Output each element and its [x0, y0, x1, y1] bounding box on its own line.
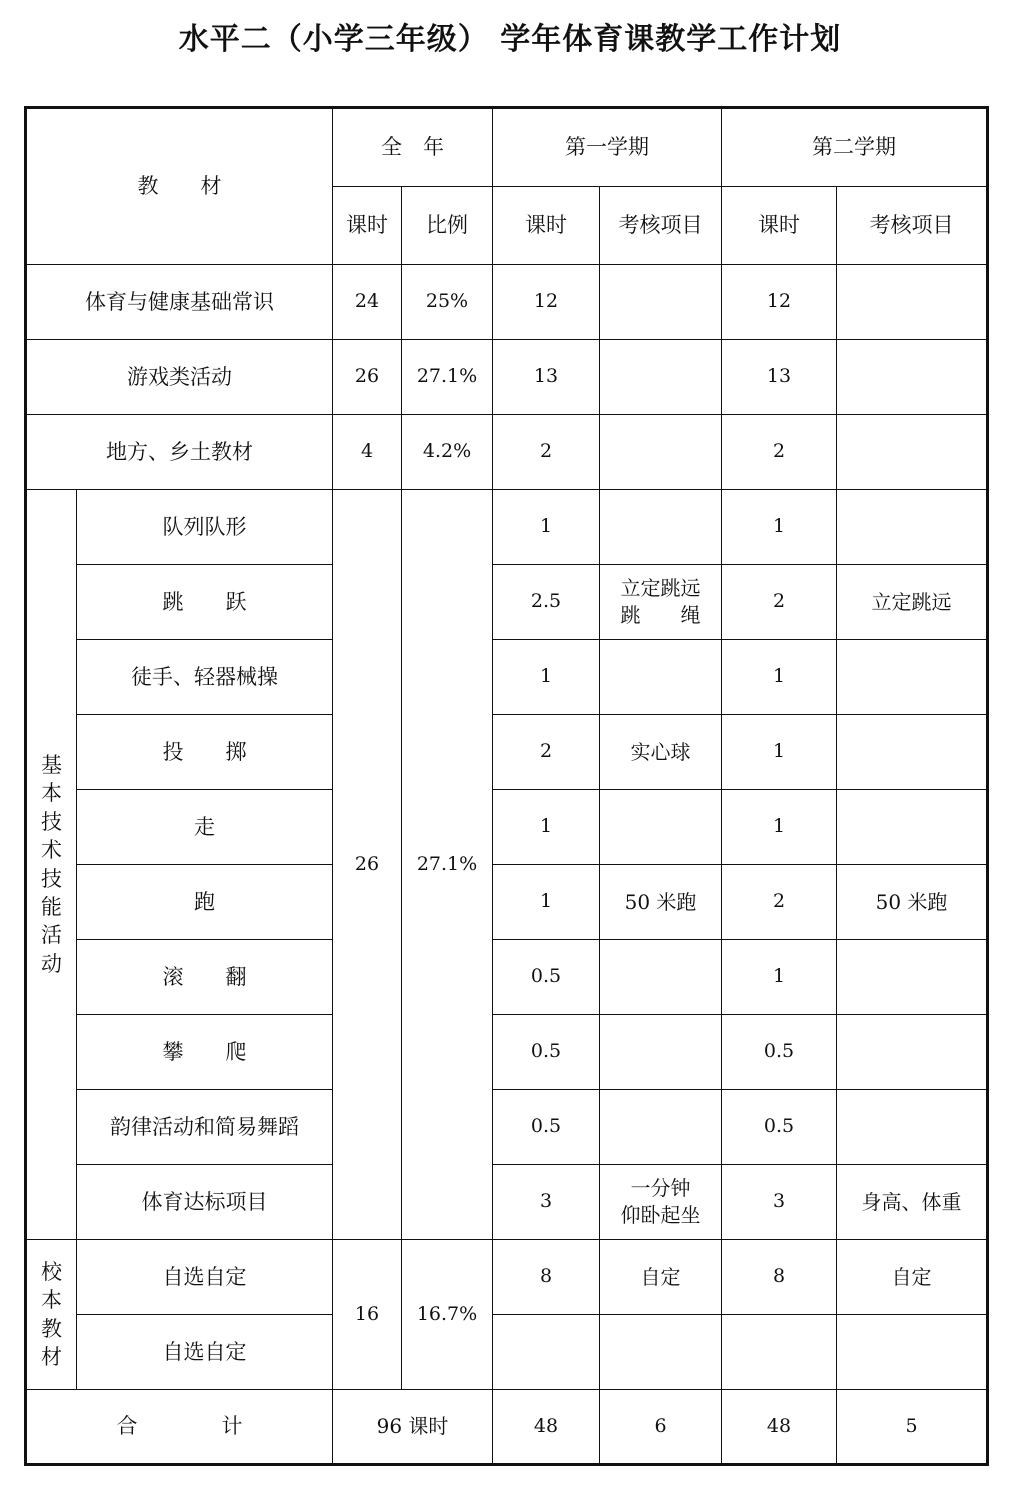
s2-assessment: [837, 715, 988, 790]
table-row: [26, 265, 988, 340]
total-year: 96 课时: [333, 1390, 493, 1465]
s1-hours: 0.5: [493, 1090, 600, 1165]
s2-assessment: [837, 415, 988, 490]
table-row: [26, 1240, 988, 1315]
header-year-ratio: 比例: [402, 187, 493, 265]
s2-assessment: [837, 340, 988, 415]
s2-hours: 0.5: [722, 1015, 837, 1090]
s1-hours: 3: [493, 1165, 600, 1240]
s2-assessment: [837, 265, 988, 340]
total-s2-assessment: 5: [837, 1390, 988, 1465]
s1-hours: 2: [493, 715, 600, 790]
s1-assessment: [600, 790, 722, 865]
header-material: 教 材: [26, 108, 333, 265]
s1-hours: 12: [493, 265, 600, 340]
s2-hours: 8: [722, 1240, 837, 1315]
year-hours: 26: [333, 340, 402, 415]
s1-assessment: [600, 415, 722, 490]
school-materials-group-label: 校 本 教 材: [26, 1240, 77, 1390]
s1-assessment: 一分钟 仰卧起坐: [600, 1165, 722, 1240]
s1-assessment: 立定跳远 跳 绳: [600, 565, 722, 640]
table-row: [26, 715, 988, 790]
year-ratio: 4.2%: [402, 415, 493, 490]
s2-assessment: [837, 1315, 988, 1390]
s1-hours: 2: [493, 415, 600, 490]
s1-assessment: 实心球: [600, 715, 722, 790]
s2-hours: 1: [722, 490, 837, 565]
total-s1-assessment: 6: [600, 1390, 722, 1465]
s1-assessment: [600, 1015, 722, 1090]
table-row: [26, 1315, 988, 1390]
s2-hours: 0.5: [722, 1090, 837, 1165]
header-s1-assessment: 考核项目: [600, 187, 722, 265]
row-label: 跳 跃: [77, 565, 333, 640]
s2-assessment: [837, 1015, 988, 1090]
s2-assessment: 自定: [837, 1240, 988, 1315]
table-row: [26, 1090, 988, 1165]
row-label: 自选自定: [77, 1315, 333, 1390]
s2-assessment: 身高、体重: [837, 1165, 988, 1240]
header-full-year: 全 年: [333, 108, 493, 187]
row-label: 走: [77, 790, 333, 865]
s1-assessment: [600, 640, 722, 715]
s2-hours: 2: [722, 415, 837, 490]
row-label: 游戏类活动: [26, 340, 333, 415]
total-s2-hours: 48: [722, 1390, 837, 1465]
s2-hours: 3: [722, 1165, 837, 1240]
total-label: 合 计: [26, 1390, 333, 1465]
year-ratio: 25%: [402, 265, 493, 340]
header-year-hours: 课时: [333, 187, 402, 265]
row-label: 投 掷: [77, 715, 333, 790]
basic-skills-group-label: 基 本 技 术 技 能 活 动: [26, 490, 77, 1240]
s2-assessment: [837, 940, 988, 1015]
s2-hours: 2: [722, 565, 837, 640]
s1-hours: 0.5: [493, 1015, 600, 1090]
table-row: [26, 340, 988, 415]
s1-assessment: [600, 1090, 722, 1165]
row-label: 体育与健康基础常识: [26, 265, 333, 340]
s1-assessment: 自定: [600, 1240, 722, 1315]
row-label: 体育达标项目: [77, 1165, 333, 1240]
table-row: [26, 565, 988, 640]
s1-assessment: [600, 340, 722, 415]
row-label: 队列队形: [77, 490, 333, 565]
s2-hours: 13: [722, 340, 837, 415]
s1-hours: 8: [493, 1240, 600, 1315]
header-s2-assessment: 考核项目: [837, 187, 988, 265]
s1-hours: 1: [493, 640, 600, 715]
table-row: [26, 490, 988, 565]
teaching-plan-table: [24, 106, 989, 1466]
s1-hours: 2.5: [493, 565, 600, 640]
school-year-ratio: 16.7%: [402, 1240, 493, 1390]
s2-hours: 1: [722, 715, 837, 790]
s1-assessment: [600, 265, 722, 340]
s1-hours: 13: [493, 340, 600, 415]
row-label: 攀 爬: [77, 1015, 333, 1090]
s2-hours: [722, 1315, 837, 1390]
page-title: 水平二（小学三年级） 学年体育课教学工作计划: [178, 22, 842, 57]
table-row: [26, 1015, 988, 1090]
s1-assessment: [600, 1315, 722, 1390]
year-ratio: 27.1%: [402, 340, 493, 415]
header-s2-hours: 课时: [722, 187, 837, 265]
s2-hours: 12: [722, 265, 837, 340]
s2-hours: 1: [722, 790, 837, 865]
s2-assessment: 立定跳远: [837, 565, 988, 640]
year-hours: 4: [333, 415, 402, 490]
s1-assessment: [600, 490, 722, 565]
table-row: [26, 790, 988, 865]
s2-assessment: [837, 640, 988, 715]
s1-hours: 1: [493, 790, 600, 865]
row-label: 徒手、轻器械操: [77, 640, 333, 715]
s2-hours: 1: [722, 640, 837, 715]
table-row: [26, 940, 988, 1015]
year-hours: 24: [333, 265, 402, 340]
s1-hours: [493, 1315, 600, 1390]
s1-hours: 1: [493, 490, 600, 565]
s2-hours: 2: [722, 865, 837, 940]
s2-assessment: [837, 490, 988, 565]
header-semester1: 第一学期: [493, 108, 722, 187]
header-s1-hours: 课时: [493, 187, 600, 265]
s1-hours: 1: [493, 865, 600, 940]
table-row: [26, 865, 988, 940]
header-semester2: 第二学期: [722, 108, 988, 187]
s1-hours: 0.5: [493, 940, 600, 1015]
s1-assessment: [600, 940, 722, 1015]
table-row: [26, 1165, 988, 1240]
row-label: 滚 翻: [77, 940, 333, 1015]
basic-year-ratio: 27.1%: [402, 490, 493, 1240]
s2-assessment: 50 米跑: [837, 865, 988, 940]
table-row: [26, 640, 988, 715]
row-label: 韵律活动和简易舞蹈: [77, 1090, 333, 1165]
table-row: [26, 415, 988, 490]
s2-assessment: [837, 790, 988, 865]
row-label: 自选自定: [77, 1240, 333, 1315]
basic-year-hours: 26: [333, 490, 402, 1240]
total-s1-hours: 48: [493, 1390, 600, 1465]
s1-assessment: 50 米跑: [600, 865, 722, 940]
s2-hours: 1: [722, 940, 837, 1015]
row-label: 跑: [77, 865, 333, 940]
row-label: 地方、乡土教材: [26, 415, 333, 490]
total-row: [26, 1390, 988, 1465]
s2-assessment: [837, 1090, 988, 1165]
school-year-hours: 16: [333, 1240, 402, 1390]
